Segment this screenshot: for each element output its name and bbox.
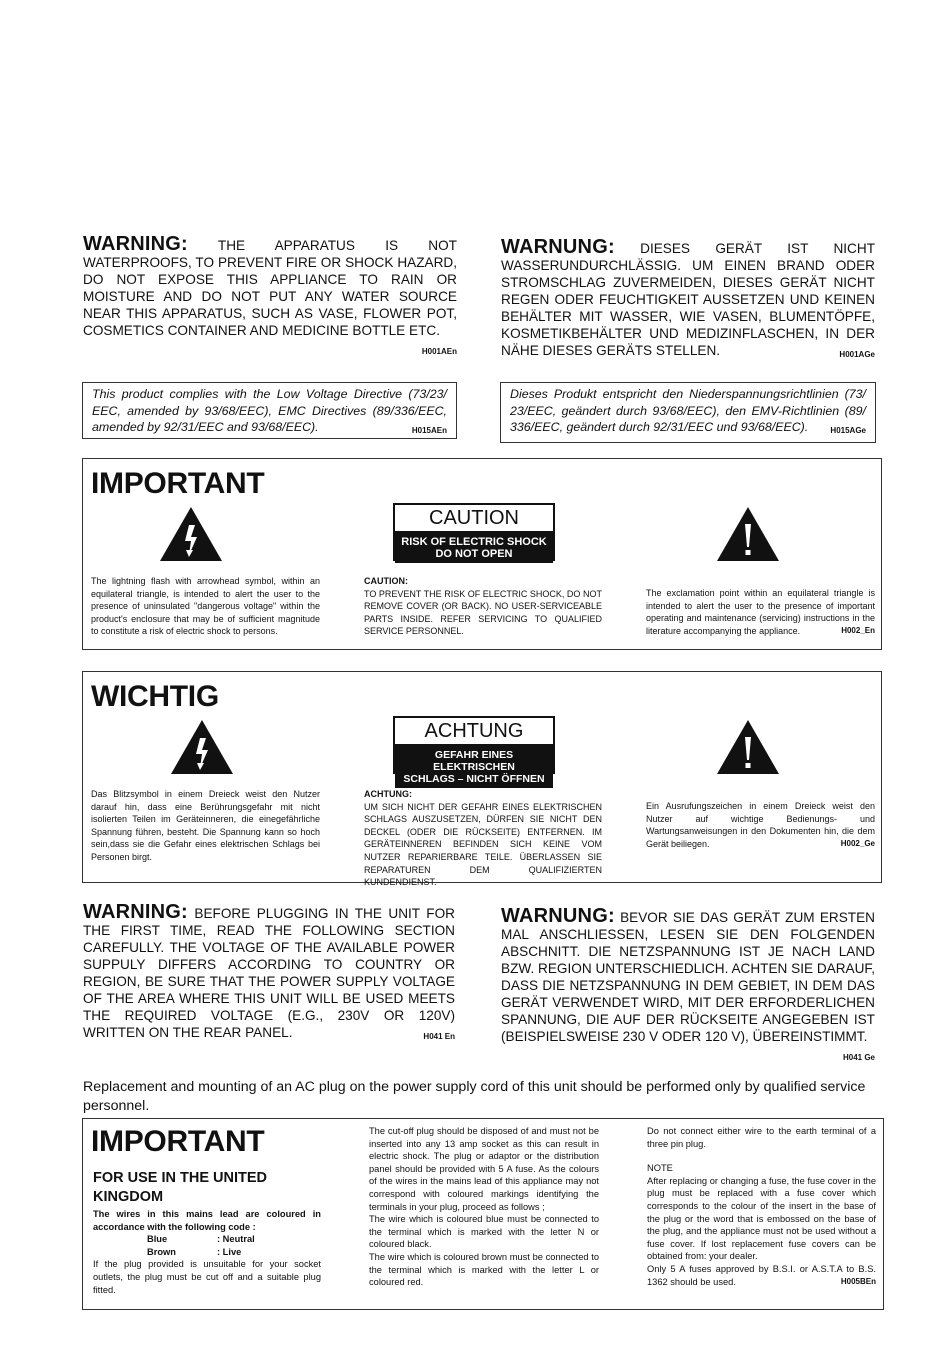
caution-heading: CAUTION: bbox=[364, 576, 408, 586]
wire-code-lead: The wires in this mains lead are coloured in accordance with the following code : bbox=[93, 1209, 321, 1232]
low-voltage-directive-en bbox=[82, 382, 457, 439]
caution-title: ACHTUNG bbox=[395, 718, 553, 746]
important-title: WICHTIG bbox=[91, 680, 219, 713]
doc-code: H005BEn bbox=[840, 1276, 876, 1286]
wire-row-blue: Blue : Neutral bbox=[147, 1234, 255, 1245]
uk-col-3: Do not connect either wire to the earth terminal of a three pin plug. NOTE After replacing or changing a fuse, the fuse cover in the plug must be replaced with a fuse cover which corresponds to the colour of the insert in the base of the plug or the word that is embossed on the base of the plug, and the appliance must not be used without a fuse cover. If lost replacement fuse covers can be obtained from: your dealer. Only 5 A fuses approved by B.S.I. or A.S.T.A to B.S. 1362 should be used. H005BEn bbox=[647, 1126, 876, 1287]
replacement-note: Replacement and mounting of an AC plug on the power supply cord of this unit should be performed only by qualified service personnel. bbox=[83, 1079, 866, 1114]
caution-text bbox=[364, 575, 602, 638]
caution-title: CAUTION bbox=[395, 505, 553, 533]
warning-lead: WARNING: bbox=[83, 901, 188, 923]
lightning-triangle-icon bbox=[160, 507, 222, 561]
important-box-en bbox=[82, 458, 882, 650]
important-title: IMPORTANT bbox=[91, 467, 265, 500]
doc-code: H001AGe bbox=[839, 350, 875, 359]
directive-text: This product complies with the Low Voltage Directive (73/23/ EEC, amended by 93/68/EEC), EMC Directives (89/336/EEC, amended by 92/31/EEC and 93/68/EEC). bbox=[92, 387, 447, 434]
caution-label bbox=[393, 503, 555, 561]
caution-subtitle-1: GEFAHR EINES ELEKTRISCHEN bbox=[433, 749, 515, 773]
warning-lead: WARNUNG: bbox=[501, 236, 615, 258]
exclamation-triangle-icon bbox=[717, 720, 779, 774]
caution-label bbox=[393, 716, 555, 785]
uk-col-1 bbox=[93, 1208, 321, 1296]
caution-text bbox=[364, 788, 602, 889]
warning-lead: WARNUNG: bbox=[501, 905, 615, 927]
lightning-description: The lightning flash with arrowhead symbol, within an equilateral triangle, is intended to alert the user to the presence of uninsulated "dangerous voltage" within the product's enclosure that may be of sufficient magnitude to constitute a risk of electric shock to persons. bbox=[91, 576, 320, 637]
warning-voltage-en bbox=[83, 901, 455, 1045]
doc-code: H002_En bbox=[841, 625, 875, 635]
directive-text: Dieses Produkt entspricht den Niederspannungsrichtlinien (73/ 23/EEC, geändert durch 93/68/EEC), den EMV-Richtlinien (89/ 336/EEC, geändert durch 92/31/EEC und 93/68/EEC). bbox=[510, 387, 866, 434]
doc-code: H015AGe bbox=[830, 426, 866, 435]
uk-col-2: The cut-off plug should be disposed of and must not be inserted into any 13 amp socket as this can result in electric shock. The plug or adaptor or the distribution panel should be provided with 5 A fuse. As the colours of the wires in the mains lead of this appliance may not correspond with coloured markings identifying the terminals in your plug, proceed as follows ; The wire which is coloured blue must be connected to the terminal which is marked with the letter N or coloured black. The wire which is coloured brown must be connected to the terminal which is marked with the letter L or coloured red. bbox=[369, 1126, 599, 1288]
exclamation-description: The exclamation point within an equilateral triangle is intended to alert the user to the presence of important operating and maintenance (servicing) instructions in the literature accompanying the appliance. H002_En bbox=[646, 588, 875, 636]
caution-subtitle-2: DO NOT OPEN bbox=[435, 548, 513, 560]
doc-code: H002_Ge bbox=[840, 838, 875, 848]
doc-code: H001AEn bbox=[421, 347, 457, 356]
warning-text: BEVOR SIE DAS GERÄT ZUM ERSTEN MAL ANSCHLIESSEN, LESEN SIE DEN FOLGENDEN ABSCHNITT. DIE NETZSPANNUNG IST JE NACH LAND BZW. REGION UNTERSCHIEDLICH. ACHTEN SIE DARAUF, DASS DIE NETZSPANNUNG IN DEM GEBIET, IN DEM DAS GERÄT VERWENDET WIRD, MIT DER ERFORDERLICHEN SPANNUNG, DIE AUF DER RÜCKSEITE ANGEGEBEN IST (BEISPIELSWEISE 230 V ODER 120 V), ÜBEREINSTIMMT. bbox=[501, 910, 875, 1044]
caution-heading: ACHTUNG: bbox=[364, 789, 412, 799]
warning-waterproof-de bbox=[501, 236, 875, 363]
uk-col1-tail: If the plug provided is unsuitable for your socket outlets, the plug must be cut off and a suitable plug fitted. bbox=[93, 1259, 321, 1295]
warning-text: THE APPARATUS IS NOT WATERPROOFS, TO PREVENT FIRE OR SHOCK HAZARD, DO NOT EXPOSE THIS APPLIANCE TO RAIN OR MOISTURE AND DO NOT PUT ANY WATER SOURCE NEAR THIS APPARATUS, SUCH AS VASE, FLOWER POT, COSMETICS CONTAINER AND MEDICINE BOTTLE ETC. bbox=[83, 238, 457, 338]
caution-body: TO PREVENT THE RISK OF ELECTRIC SHOCK, DO NOT REMOVE COVER (OR BACK). NO USER-SERVICEABLE PARTS INSIDE. REFER SERVICING TO QUALIFIED SERVICE PERSONNEL. bbox=[364, 588, 602, 637]
uk-important-box bbox=[82, 1118, 884, 1310]
lightning-description: Das Blitzsymbol in einem Dreieck weist den Nutzer darauf hin, dass eine Berührungsgefahr mit nicht isolierten Teilen im Geräteinneren, die einegefährliche Spannung führen, besteht. Die Spannung kann so hoch sein,dass sie die Gefahr eines elektrischen Schlags bei Personen birgt. bbox=[91, 789, 320, 862]
doc-code: H041 En bbox=[423, 1032, 455, 1041]
doc-code: H041 Ge bbox=[842, 1053, 875, 1062]
warning-text: BEFORE PLUGGING IN THE UNIT FOR THE FIRST TIME, READ THE FOLLOWING SECTION CAREFULLY. THE VOLTAGE OF THE AVAILABLE POWER SUPPULY DIFFERS ACCORDING TO COUNTRY OR REGION, BE SURE THAT THE POWER SUPPLY VOLTAGE OF THE AREA WHERE THIS UNIT WILL BE USED MEETS THE REQUIRED VOLTAGE (E.G., 230V OR 120V) WRITTEN ON THE REAR PANEL. bbox=[83, 906, 455, 1040]
warning-waterproof-en bbox=[83, 233, 457, 360]
important-title: IMPORTANT bbox=[91, 1125, 265, 1158]
lightning-triangle-icon bbox=[171, 720, 233, 774]
doc-code: H015AEn bbox=[411, 426, 447, 435]
low-voltage-directive-de bbox=[500, 382, 876, 443]
exclamation-description: Ein Ausrufungszeichen in einem Dreieck weist den Nutzer auf wichtige Bedienungs- und Wartungsanweisungen in den Dokumenten hin, die dem Gerät beiliegen. H002_Ge bbox=[646, 801, 875, 849]
warning-voltage-de bbox=[501, 905, 875, 1066]
warning-text: DIESES GERÄT IST NICHT WASSERUNDURCHLÄSSIG. UM EINEN BRAND ODER STROMSCHLAG ZUVERMEIDEN, DIESES GERÄT NICHT REGEN ODER FEUCHTIGKEIT AUSSETZEN UND KEINEN BEHÄLTER MIT WASSER, WIE VASEN, BLUMENTÖPFE, KOSMETIKBEHÄLTER UND MEDIZINFLASCHEN, IN DER NÄHE DIESES GERÄTS STELLEN. bbox=[501, 241, 875, 358]
caution-subtitle-2: SCHLAGS – NICHT ÖFFNEN bbox=[403, 773, 545, 785]
caution-subtitle-1: RISK OF ELECTRIC SHOCK bbox=[401, 536, 547, 548]
important-box-de bbox=[82, 671, 882, 888]
warning-lead: WARNING: bbox=[83, 233, 188, 255]
exclamation-triangle-icon bbox=[717, 507, 779, 561]
wire-row-brown: Brown : Live bbox=[147, 1246, 242, 1257]
uk-subtitle: FOR USE IN THE UNITED KINGDOM bbox=[93, 1170, 268, 1205]
caution-body: UM SICH NICHT DER GEFAHR EINES ELEKTRISCHEN SCHLAGS AUSZUSETZEN, DÜRFEN SIE NICHT DEN DECKEL (ODER DIE RÜCKSEITE) ENTFERNEN. IM GERÄTEINNEREN BEFINDEN SICH KEINE VOM NUTZER REPARIERBARE TEILE. ÜBERLASSEN SIE REPARATUREN DEM QUALIFIZIERTEN KUNDENDIENST. bbox=[364, 801, 602, 888]
